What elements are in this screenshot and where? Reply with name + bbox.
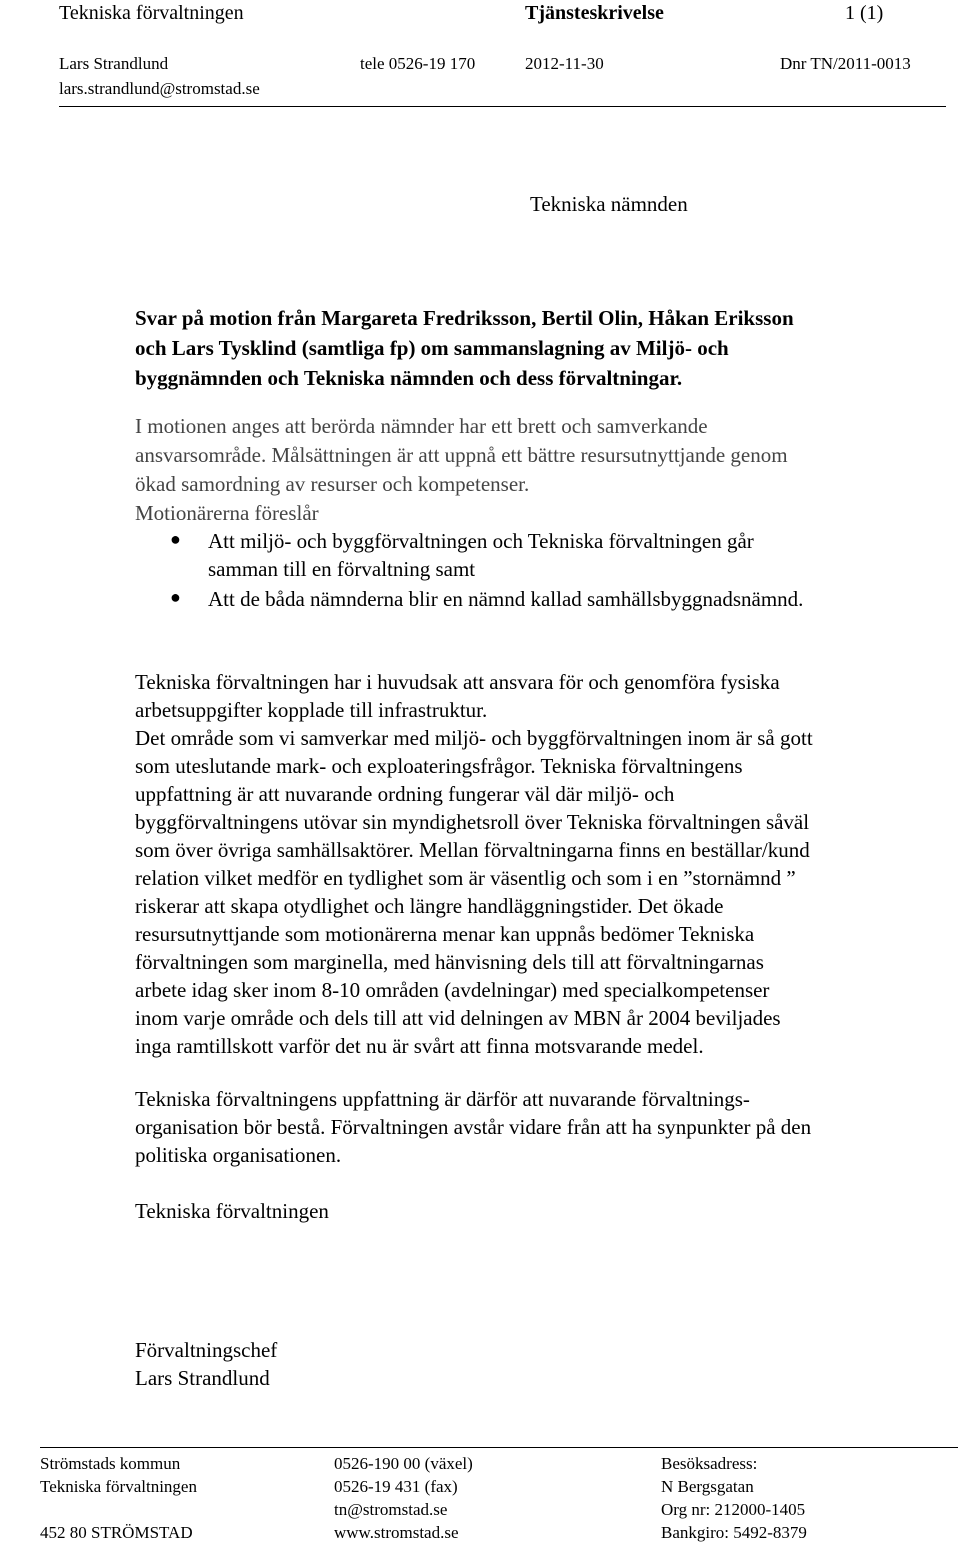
footer-line: Tekniska förvaltningen [40, 1477, 197, 1496]
document-title [135, 303, 794, 393]
para-line: resursutnyttjande som motionärerna menar kan uppnås bedömer Tekniska [135, 922, 755, 946]
footer-line: 0526-19 431 (fax) [334, 1477, 458, 1496]
list-item [208, 527, 754, 583]
intro-line: I motionen anges att berörda nämnder har ett brett och samverkande [135, 414, 708, 438]
footer-website-link[interactable]: www.stromstad.se [334, 1523, 459, 1542]
footer-line: N Bergsgatan [661, 1477, 754, 1496]
footer-line: 452 80 STRÖMSTAD [40, 1523, 193, 1542]
para-line: organisation bör bestå. Förvaltningen avstår vidare från att ha synpunkter på den [135, 1115, 812, 1139]
main-paragraph [135, 668, 813, 1060]
footer-col-visit [661, 1452, 807, 1544]
signer-title: Förvaltningschef [135, 1338, 278, 1362]
diary-number: Dnr TN/2011-0013 [780, 54, 911, 73]
para-line: förvaltningen som marginella, med hänvisning dels till att förvaltningarnas [135, 950, 764, 974]
footer-line: 0526-190 00 (växel) [334, 1454, 473, 1473]
footer-line: Strömstads kommun [40, 1454, 181, 1473]
intro-line: ansvarsområde. Målsättningen är att uppnå ett bättre resursutnyttjande genom [135, 443, 788, 467]
para-line: inga ramtillskott varför det nu är svårt att finna motsvarande medel. [135, 1034, 704, 1058]
para-line: arbetsuppgifter kopplade till infrastruktur. [135, 698, 488, 722]
header-org: Tekniska förvaltningen [59, 2, 244, 24]
author-name: Lars Strandlund [59, 54, 169, 73]
para-line: politiska organisationen. [135, 1143, 342, 1167]
conclusion-paragraph [135, 1085, 811, 1169]
footer-line [40, 1498, 197, 1521]
para-line: relation vilket medför en tydlighet som är väsentlig och som i en ”stornämnd ” [135, 866, 796, 890]
para-line: arbete idag sker inom 8-10 områden (avdelningar) med specialkompetenser [135, 978, 770, 1002]
footer-rule [40, 1447, 958, 1448]
signer-name: Lars Strandlund [135, 1366, 270, 1390]
para-line: som uteslutande mark- och exploateringsfrågor. Tekniska förvaltningens [135, 754, 743, 778]
recipient: Tekniska nämnden [530, 192, 688, 216]
title-line: Svar på motion från Margareta Fredriksson, Bertil Olin, Håkan Eriksson [135, 306, 794, 330]
footer-line: Besöksadress: [661, 1454, 758, 1473]
para-line: Tekniska förvaltningen har i huvudsak att ansvara för och genomföra fysiska [135, 670, 780, 694]
title-line: byggnämnden och Tekniska nämnden och dess förvaltningar. [135, 366, 683, 390]
intro-paragraph [135, 412, 788, 528]
list-item-line: Att de båda nämnderna blir en nämnd kallad samhällsbyggnadsnämnd. [208, 587, 804, 611]
document-date: 2012-11-30 [525, 54, 604, 73]
header-rule [59, 106, 946, 107]
para-line: som över övriga samhällsaktörer. Mellan förvaltningarna finns en beställar/kund [135, 838, 810, 862]
footer-line: Org nr: 212000-1405 [661, 1500, 806, 1519]
para-line: riskerar att skapa otydlighet och längre handläggningstider. Det ökade [135, 894, 724, 918]
para-line: inom varje område och dels till att vid delningen av MBN år 2004 beviljades [135, 1006, 781, 1030]
list-item [208, 585, 803, 613]
intro-line: ökad samordning av resurser och kompetenser. [135, 472, 530, 496]
intro-line: Motionärerna föreslår [135, 501, 319, 525]
document-type: Tjänsteskrivelse [525, 2, 664, 24]
para-line: Det område som vi samverkar med miljö- och byggförvaltningen inom är så gott [135, 726, 813, 750]
signoff-org: Tekniska förvaltningen [135, 1199, 329, 1223]
footer-col-contact [334, 1452, 473, 1544]
footer-line: Bankgiro: 5492-8379 [661, 1523, 807, 1542]
author-email[interactable]: lars.strandlund@stromstad.se [59, 79, 260, 98]
page-number: 1 (1) [845, 2, 884, 24]
para-line: uppfattning är att nuvarande ordning fungerar väl där miljö- och [135, 782, 675, 806]
list-item-line: Att miljö- och byggförvaltningen och Tekniska förvaltningen går [208, 529, 754, 553]
bullet-icon: ● [170, 587, 181, 607]
para-line: Tekniska förvaltningens uppfattning är därför att nuvarande förvaltnings- [135, 1087, 750, 1111]
title-line: och Lars Tysklind (samtliga fp) om sammanslagning av Miljö- och [135, 336, 729, 360]
footer-email-link[interactable]: tn@stromstad.se [334, 1500, 448, 1519]
author-phone: tele 0526-19 170 [360, 54, 476, 73]
footer-col-address [40, 1452, 197, 1544]
para-line: byggförvaltningens utövar sin myndighetsroll över Tekniska förvaltningen såväl [135, 810, 810, 834]
bullet-icon: ● [170, 529, 181, 549]
list-item-line: samman till en förvaltning samt [208, 557, 476, 581]
